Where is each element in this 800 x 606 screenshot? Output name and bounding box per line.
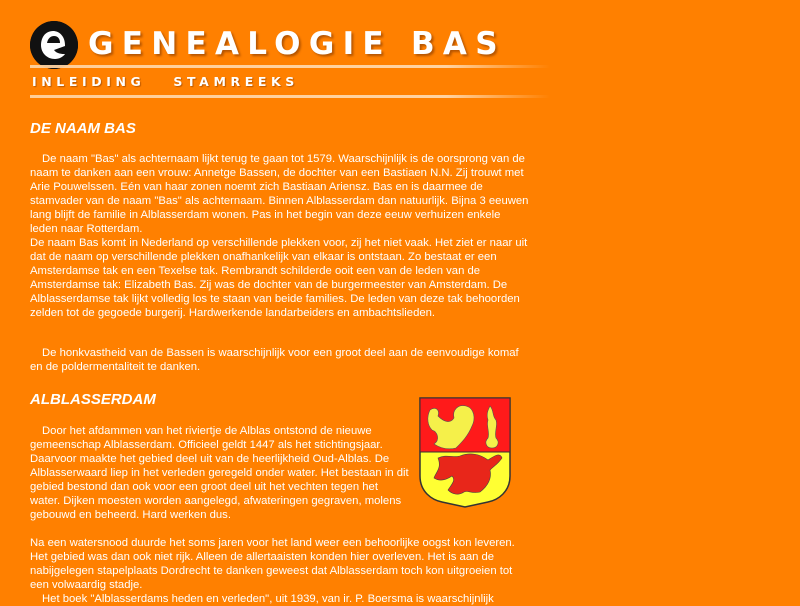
paragraph: De honkvastheid van de Bassen is waarschijnlijk voor een groot deel aan de eenvoudige komaf en de poldermentaliteit te danken.	[30, 347, 519, 373]
main-nav	[32, 74, 299, 89]
alblasserdam-coat-of-arms-image	[418, 396, 512, 508]
e-swirl-logo-icon[interactable]	[30, 21, 78, 69]
site-title: GENEALOGIE BAS	[88, 26, 506, 62]
section-body-alblasserdam-3	[30, 592, 530, 606]
nav-divider	[30, 95, 550, 98]
paragraph: Na een watersnood duurde het soms jaren voor het land weer een behoorlijke oogst kon leveren. Het gebied was dan ook niet rijk. Alleen de allertaaisten konden hier overleven. Het is aan de nabijgelegen stapelplaats Dordrecht te danken geweest dat Alblasserdam toch kon uitgroeien tot een volwaardig stadje.	[30, 537, 515, 591]
nav-link-stamreeks[interactable]: STAMREEKS	[173, 74, 299, 89]
paragraph: Door het afdammen van het riviertje de Alblas ontstond de nieuwe gemeenschap Alblasserdam. Officieel geldt 1447 als het stichtingsjaar. Daarvoor maakte het gebied deel uit van de heerlijkheid Oud-Alblas. De Alblasserwaard liep in het verleden geregeld onder water. Het bestaan in dit gebied bestond dan ook voor een groot deel uit het vechten tegen het water. Dijken moesten worden aangelegd, afwateringen gegraven, molens gebouwd en beheerd. Hard werken dus.	[30, 425, 409, 521]
paragraph: Het boek "Alblasserdams heden en verleden", uit 1939, van ir. P. Boersma is waarschijnlijk	[42, 593, 494, 605]
paragraph: De naam Bas komt in Nederland op verschillende plekken voor, zij het niet vaak. Het ziet er naar uit dat de naam op verschillende plekken onafhankelijk van elkaar is ontstaan. Zo bestaat er een Amsterdamse tak en een Texelse tak. Rembrandt schilderde ooit een van de leden van de Amsterdamse tak: Elizabeth Bas. Zij was de dochter van de burgermeester van Amsterdam. De Alblasserdamse tak lijkt volledig los te staan van beide families. De leden van deze tak behoorden zelden tot de gegoede burgerij. Hardwerkende landarbeiders en ambachtslieden.	[30, 237, 528, 319]
section-body-de-naam-bas	[30, 152, 530, 320]
site-header	[0, 0, 800, 110]
section-body-alblasserdam-2	[30, 536, 530, 592]
section-body-de-naam-bas-2	[30, 346, 530, 374]
section-title-de-naam-bas: DE NAAM BAS	[30, 120, 136, 137]
nav-link-inleiding[interactable]: INLEIDING	[32, 74, 146, 89]
section-body-alblasserdam	[30, 424, 410, 522]
section-title-alblasserdam: ALBLASSERDAM	[30, 391, 156, 408]
paragraph: De naam "Bas" als achternaam lijkt terug te gaan tot 1579. Waarschijnlijk is de oorsprong van de naam te danken aan een vrouw: Annetge Bassen, de dochter van een Bastiaen N.N. Zij trouwt met Arie Pouwelssen. Eén van haar zonen noemt zich Bastiaan Ariensz. Bas en is daarmee de stamvader van de naam "Bas" als achternaam. Binnen Alblasserdam dan natuurlijk. Bijna 3 eeuwen lang blijft de familie in Alblasserdam wonen. Pas in het begin van deze eeuw verhuizen enkele leden naar Rotterdam.	[30, 153, 529, 235]
header-divider	[30, 65, 550, 68]
